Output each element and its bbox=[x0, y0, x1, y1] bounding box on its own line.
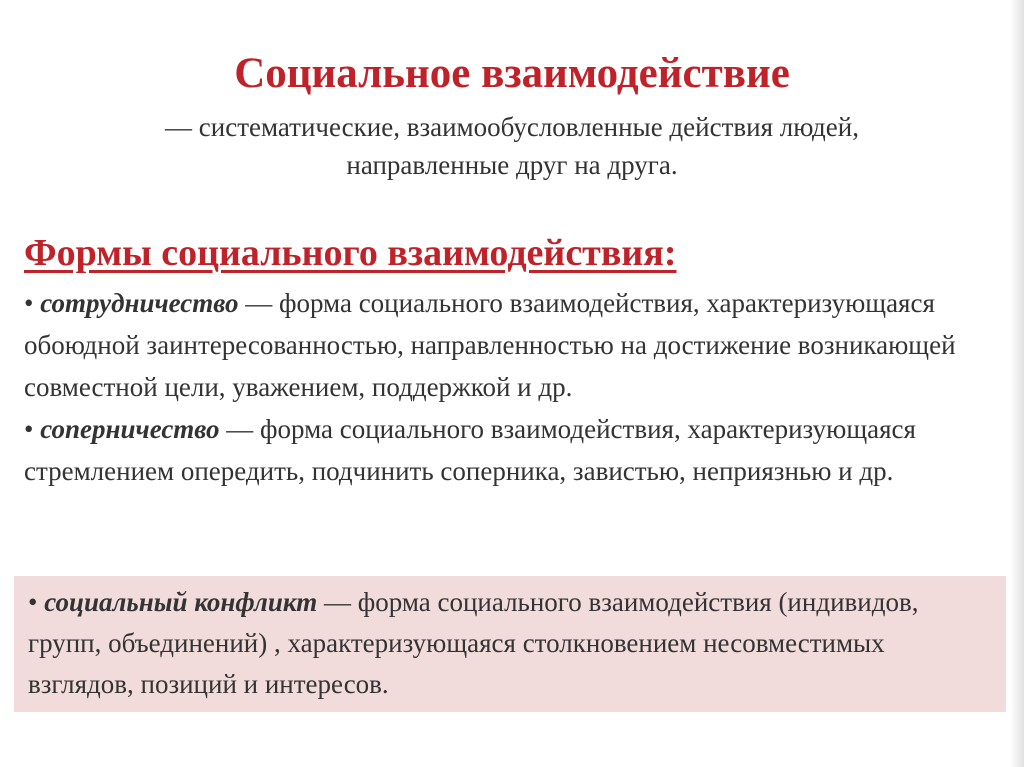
description-social-conflict: — форма социального взаимодействия (индивидов, групп, объединений) , характеризующаяся столкновением несовместимых взглядов, позиций и интересов. bbox=[28, 587, 919, 699]
conflict-highlight-box bbox=[14, 576, 1006, 712]
forms-list bbox=[24, 282, 1009, 492]
definition-line-2: направленные друг на друга. bbox=[346, 150, 678, 180]
slide-title: Социальное взаимодействие bbox=[234, 50, 790, 97]
bullet: • bbox=[28, 587, 45, 617]
term-social-conflict: социальный конфликт bbox=[44, 587, 318, 617]
form-item-cooperation bbox=[24, 282, 1009, 408]
term-cooperation: сотрудничество bbox=[40, 288, 239, 318]
forms-heading: Формы социального взаимодействия: bbox=[24, 232, 677, 274]
description-cooperation: — форма социального взаимодействия, характеризующаяся обоюдной заинтересованностью, направленностью на достижение возникающей совместной цели, уважением, поддержкой и др. bbox=[24, 288, 956, 402]
form-item-rivalry bbox=[24, 408, 1009, 492]
term-rivalry: соперничество bbox=[40, 414, 220, 444]
description-rivalry: — форма социального взаимодействия, характеризующаяся стремлением опередить, подчинить соперника, завистью, неприязнью и др. bbox=[24, 414, 916, 486]
definition bbox=[40, 108, 984, 184]
definition-line-1: — систематические, взаимообусловленные действия людей, bbox=[165, 112, 859, 142]
bullet: • bbox=[24, 414, 41, 444]
slide-edge-shadow bbox=[1010, 0, 1024, 767]
bullet: • bbox=[24, 288, 41, 318]
